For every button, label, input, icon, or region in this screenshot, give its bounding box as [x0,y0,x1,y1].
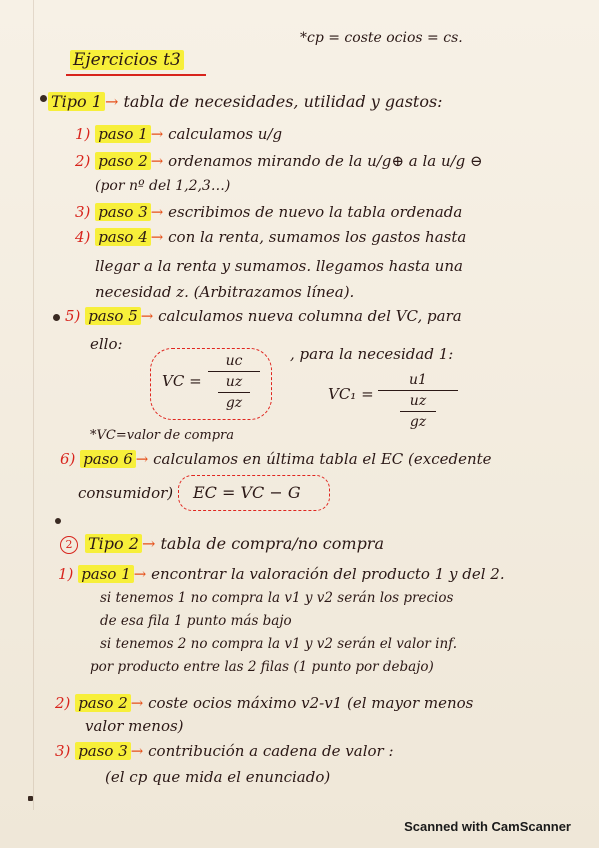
vc1-den-den: gz [409,414,427,430]
tipo1-paso-3: 3) paso 3 → escribimos de nuevo la tabla ordenada [75,203,463,221]
tipo2-paso-1: 1) paso 1 → encontrar la valoración del producto 1 y del 2. [58,565,505,583]
fraction-bar [378,390,458,391]
tipo2-line-2: si tenemos 1 no compra la v1 y v2 serán los precios [100,590,454,606]
tipo1-paso-5: 5) paso 5 → calculamos nueva columna del VC, para [65,307,462,325]
tipo2-paso-2-cont: valor menos) [85,717,184,735]
ec-formula: EC = VC − G [193,483,301,502]
vc1-den-num: uz [409,393,427,409]
tipo2-paso-3-cont: (el cp que mida el enunciado) [105,768,331,786]
tipo1-paso-2-cont: (por nº del 1,2,3…) [95,178,231,194]
margin-line [33,0,34,810]
vc1-lhs: VC₁ = [328,385,374,403]
tipo2-paso-3: 3) paso 3 → contribución a cadena de valor : [55,742,394,760]
vc-fraction [208,353,260,411]
number-2-icon: 2 [60,536,78,554]
tipo1-paso-4-cont2: necesidad z. (Arbitrazamos línea). [95,283,355,301]
tipo1-paso-5-cont: ello: [90,335,123,353]
bullet [40,95,47,102]
title-underline [66,74,206,76]
tipo1-paso-1: 1) paso 1 → calculamos u/g [75,125,283,143]
vc-numerator: uc [225,353,243,369]
bullet [55,518,61,524]
bullet [53,314,60,321]
tipo1-paso-6-cont: consumidor) [78,484,174,502]
vc-den-num: uz [225,374,243,390]
tipo2-line-5: por producto entre las 2 filas (1 punto por debajo) [90,659,434,675]
vc1-numerator: u1 [409,372,427,388]
vc-lhs: VC = [162,372,202,390]
cp-note: *cp = coste ocios = cs. [300,30,463,46]
tipo1-paso-4-cont1: llegar a la renta y sumamos. llegamos hasta una [95,257,463,275]
fraction-bar [400,411,436,412]
scanner-watermark: Scanned with CamScanner [404,819,571,834]
vc-den-den: gz [225,395,243,411]
tipo1-heading: Tipo 1 → tabla de necesidades, utilidad y gastos: [48,92,443,111]
tipo1-paso-2: 2) paso 2 → ordenamos mirando de la u/g⊕ a la u/g ⊖ [75,152,483,170]
vc1-fraction [378,372,458,430]
tipo1-paso-6: 6) paso 6 → calculamos en última tabla el EC (excedente [60,450,492,468]
tipo2-heading: Tipo 2 → tabla de compra/no compra [85,534,384,553]
tipo2-line-4: si tenemos 2 no compra la v1 y v2 serán el valor inf. [100,636,457,652]
mark [28,796,33,801]
formula-label: , para la necesidad 1: [290,345,454,363]
tipo1-paso-4: 4) paso 4 → con la renta, sumamos los gastos hasta [75,228,467,246]
page-title: Ejercicios t3 [70,50,184,70]
tipo2-paso-2: 2) paso 2 → coste ocios máximo v2-v1 (el mayor menos [55,694,474,712]
tipo2-line-3: de esa fila 1 punto más bajo [100,613,292,629]
fraction-bar [218,392,249,393]
vc-note: *VC=valor de compra [90,428,235,443]
fraction-bar [208,371,260,372]
